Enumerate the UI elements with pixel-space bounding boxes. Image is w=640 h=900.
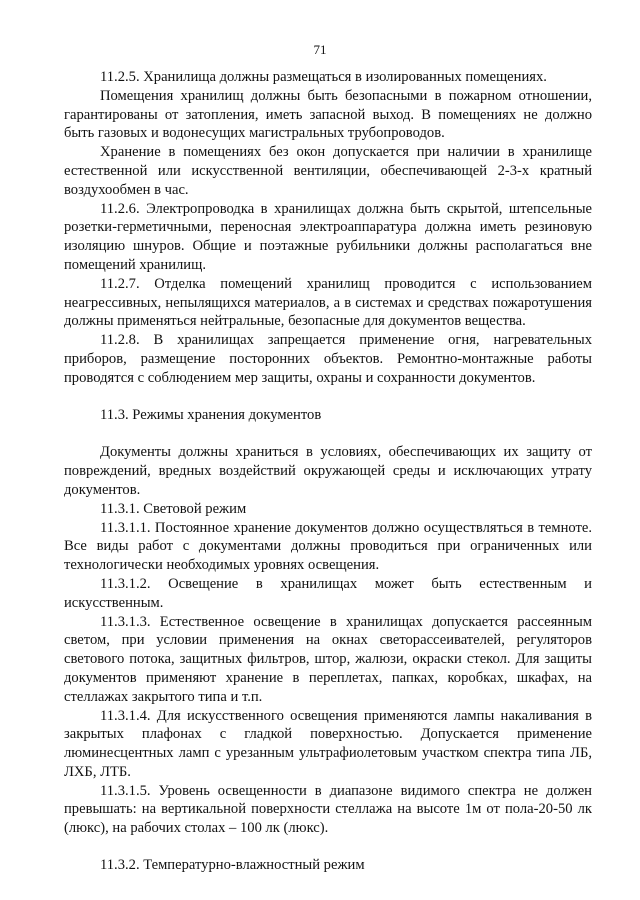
paragraph-11-2-6: 11.2.6. Электропроводка в хранилищах должна быть скрытой, штепсельные розетки-герметичными, переносная электроаппаратура должна иметь резиновую изоляцию шнуров. Общие и поэтажные рубильники должны располагаться вне помещений хранилищ. [64,200,592,273]
paragraph-11-2-5: 11.2.5. Хранилища должны размещаться в изолированных помещениях. [100,69,547,85]
paragraph-11-2-7: 11.2.7. Отделка помещений хранилищ проводится с использованием неагрессивных, непылящихся материалов, а в системах и средствах пожаротушения должны применяться нейтральные, безопасные для документов вещества. [64,275,592,330]
paragraph-11-3-intro: Документы должны храниться в условиях, обеспечивающих их защиту от повреждений, вредных воздействий окружающей среды и исключающих утрату документов. [64,444,592,498]
paragraph-premises-safety: Помещения хранилищ должны быть безопасными в пожарном отношении, гарантированы от затопления, иметь запасной выход. В помещениях не должно быть газовых и водонесущих магистральных трубопроводов. [64,87,592,142]
spacer [64,838,592,856]
subheading-11-3-2: 11.3.2. Температурно-влажностный режим [100,857,365,874]
paragraph-windowless-storage: Хранение в помещениях без окон допускается при наличии в хранилище естественной или искусственной вентиляции, обеспечивающей 2-3-х кратный воздухообмен в час. [64,144,592,198]
paragraph-11-3-1-5: 11.3.1.5. Уровень освещенности в диапазоне видимого спектра не должен превышать: на вертикальной поверхности стеллажа на высоте 1м от пола-20-50 лк (люкс), на рабочих столах – 100 лк (люкс). [64,782,592,837]
paragraph-11-3-1-1: 11.3.1.1. Постоянное хранение документов должно осуществляться в темноте. Все виды работ с документами должны проводиться при ограниченных или технологически необходимых уровнях освещения. [64,519,592,574]
paragraph-11-3-1-4: 11.3.1.4. Для искусственного освещения применяются лампы накаливания в закрытых плафонах с гладкой поверхностью. Допускается применение люминесцентных ламп с урезанным ультрафиолетовым участком спектра типа ЛБ, ЛХБ, ЛТБ. [64,707,592,780]
paragraph-11-2-8: 11.2.8. В хранилищах запрещается применение огня, нагревательных приборов, размещение посторонних объектов. Ремонтно-монтажные работы проводятся с соблюдением мер защиты, охраны и сохранности документов. [64,332,592,386]
spacer [64,388,592,406]
subheading-11-3-1: 11.3.1. Световой режим [100,500,247,517]
section-heading-11-3: 11.3. Режимы хранения документов [100,406,322,423]
paragraph-11-3-1-3: 11.3.1.3. Естественное освещение в хранилищах допускается рассеянным светом, при условии применения на окнах светорассеивателей, регуляторов светового потока, защитных фильтров, штор, жалюзи, окраски стекол. Для защиты документов применяют хранение в переплетах, папках, коробках, шкафах, на стеллажах закрытого типа и т.п. [64,613,592,705]
paragraph-11-3-1-2: 11.3.1.2. Освещение в хранилищах может быть естественным и искусственным. [64,575,592,611]
document-body [64,68,592,875]
spacer [64,424,592,443]
page-number: 71 [313,42,327,57]
